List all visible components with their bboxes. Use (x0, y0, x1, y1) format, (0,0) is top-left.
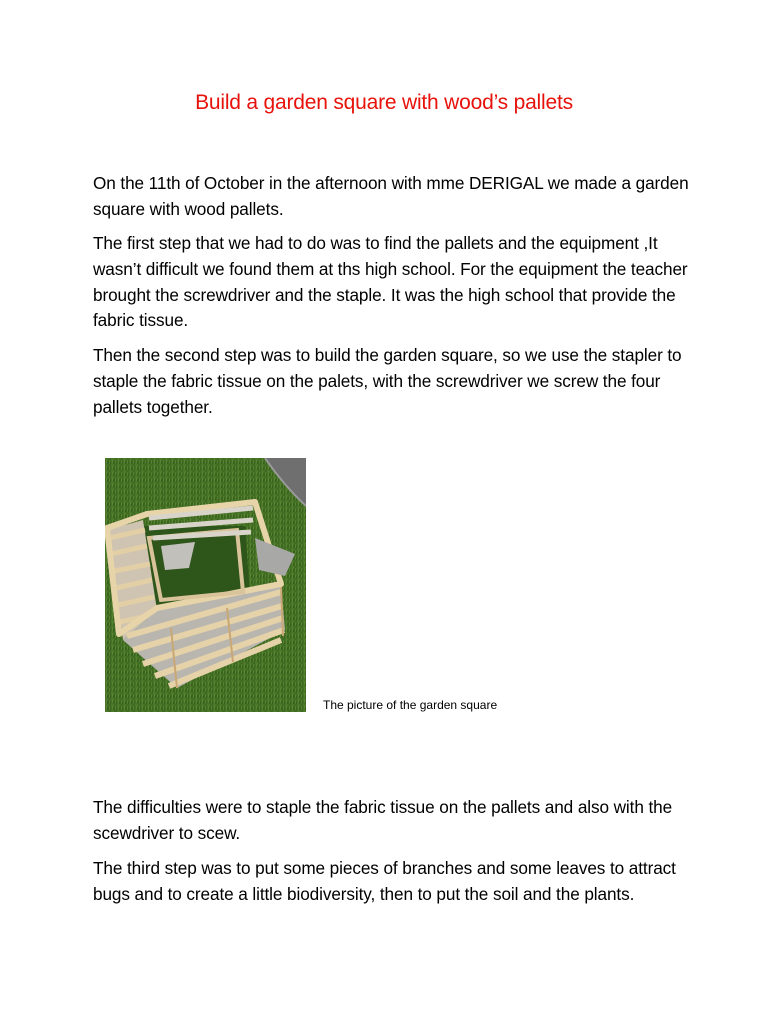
document-title: Build a garden square with wood’s pallets (195, 91, 573, 114)
paragraph-first-step: The first step that we had to do was to find the pallets and the equipment ,It wasn’t difficult we found them at ths high school. For the equipment the teacher brought the screwdriver and the staple. It was the high school that provide the fabric tissue. (93, 233, 688, 331)
paragraph-intro: On the 11th of October in the afternoon with mme DERIGAL we made a garden square with wood pallets. (93, 173, 689, 219)
garden-square-photo (105, 458, 306, 712)
paragraph-second-step: Then the second step was to build the garden square, so we use the stapler to staple the fabric tissue on the palets, with the screwdriver we screw the four pallets together. (93, 345, 682, 417)
paragraph-difficulties: The difficulties were to staple the fabric tissue on the pallets and also with the scewdriver to scew. (93, 797, 673, 843)
figure-caption: The picture of the garden square (323, 698, 498, 712)
paragraph-third-step: The third step was to put some pieces of branches and some leaves to attract bugs and to create a little biodiversity, then to put the soil and the plants. (93, 858, 676, 904)
